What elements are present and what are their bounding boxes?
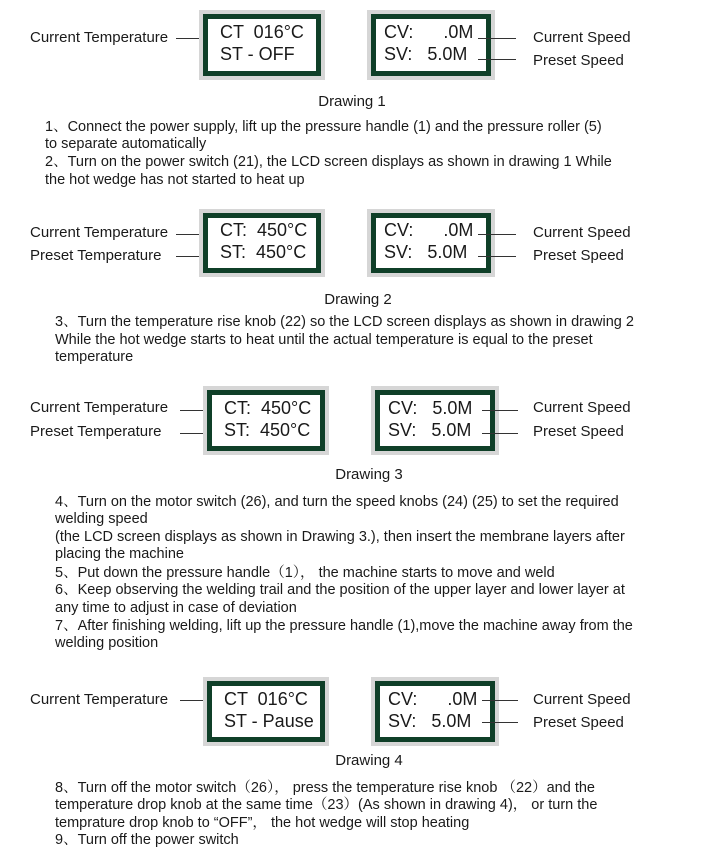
leader-line <box>482 410 518 411</box>
lcd-line-ct: CT: 450°C <box>224 398 312 418</box>
lcd-line-cv: CV: 5.0M <box>388 398 473 418</box>
lcd-line-st: ST: 450°C <box>220 242 307 262</box>
lcd-line-sv: SV: 5.0M <box>384 44 468 64</box>
step-line: While the hot wedge starts to heat until the actual temperature is equal to the preset <box>55 332 593 348</box>
lcd-line-st: ST - OFF <box>220 44 295 64</box>
lcd-line-st: ST - Pause <box>224 711 314 731</box>
lcd-line-sv: SV: 5.0M <box>384 242 468 262</box>
lcd-line-sv: SV: 5.0M <box>388 711 472 731</box>
leader-line <box>478 38 516 39</box>
step-line: placing the machine <box>55 546 184 562</box>
label-current-temperature: Current Temperature <box>30 399 169 416</box>
step-line: any time to adjust in case of deviation <box>55 600 297 616</box>
lcd-line-ct: CT 016°C <box>224 689 308 709</box>
caption-drawing-1: Drawing 1 <box>318 93 386 110</box>
step-line: 9、Turn off the power switch <box>55 832 239 848</box>
label-preset-speed: Preset Speed <box>533 714 624 731</box>
label-current-speed: Current Speed <box>533 224 631 241</box>
step-line: 5、Put down the pressure handle（1）， the machine starts to move and weld <box>55 565 555 581</box>
lcd-speed-panel <box>371 386 499 455</box>
step-line: 7、After finishing welding, lift up the pressure handle (1),move the machine away from the <box>55 618 633 634</box>
lcd-line-cv: CV: .0M <box>384 220 474 240</box>
lcd-temperature-panel <box>199 10 325 80</box>
lcd-speed-panel <box>371 677 499 746</box>
lcd-speed-panel <box>367 10 495 80</box>
label-preset-temperature: Preset Temperature <box>30 423 162 440</box>
label-current-temperature: Current Temperature <box>30 691 169 708</box>
step-line: temperature drop knob at the same time（23）(As shown in drawing 4)， or turn the <box>55 797 598 813</box>
leader-line <box>482 700 518 701</box>
leader-line <box>478 256 516 257</box>
caption-drawing-4: Drawing 4 <box>335 752 403 769</box>
lcd-line-ct: CT: 450°C <box>220 220 308 240</box>
label-current-speed: Current Speed <box>533 29 631 46</box>
leader-line <box>478 59 516 60</box>
leader-line <box>482 433 518 434</box>
label-preset-speed: Preset Speed <box>533 423 624 440</box>
lcd-temperature-panel <box>203 677 329 746</box>
step-line: the hot wedge has not started to heat up <box>45 172 305 188</box>
step-line: 6、Keep observing the welding trail and the position of the upper layer and lower layer at <box>55 582 625 598</box>
step-line: temprature drop knob to “OFF”， the hot wedge will stop heating <box>55 815 470 831</box>
lcd-line-sv: SV: 5.0M <box>388 420 472 440</box>
lcd-line-st: ST: 450°C <box>224 420 311 440</box>
label-current-temperature: Current Temperature <box>30 224 169 241</box>
caption-drawing-2: Drawing 2 <box>324 291 392 308</box>
step-line: 4、Turn on the motor switch (26), and turn the speed knobs (24) (25) to set the required <box>55 494 619 510</box>
label-current-speed: Current Speed <box>533 691 631 708</box>
label-preset-temperature: Preset Temperature <box>30 247 162 264</box>
lcd-line-cv: CV: .0M <box>384 22 474 42</box>
step-line: welding speed <box>55 511 148 527</box>
label-current-speed: Current Speed <box>533 399 631 416</box>
step-line: temperature <box>55 349 134 365</box>
step-line: 3、Turn the temperature rise knob (22) so the LCD screen displays as shown in drawing 2 <box>55 314 634 330</box>
lcd-line-cv: CV: .0M <box>388 689 478 709</box>
lcd-line-ct: CT 016°C <box>220 22 304 42</box>
label-preset-speed: Preset Speed <box>533 52 624 69</box>
leader-line <box>478 234 516 235</box>
caption-drawing-3: Drawing 3 <box>335 466 403 483</box>
step-line: 2、Turn on the power switch (21), the LCD screen displays as shown in drawing 1 While <box>45 154 612 170</box>
leader-line <box>482 722 518 723</box>
step-line: (the LCD screen displays as shown in Drawing 3.), then insert the membrane layers after <box>55 529 625 545</box>
step-line: 1、Connect the power supply, lift up the pressure handle (1) and the pressure roller (5) <box>45 119 602 135</box>
lcd-speed-panel <box>367 209 495 277</box>
step-line: 8、Turn off the motor switch（26）， press the temperature rise knob （22）and the <box>55 780 595 796</box>
label-current-temperature: Current Temperature <box>30 29 169 46</box>
label-preset-speed: Preset Speed <box>533 247 624 264</box>
lcd-temperature-panel <box>203 386 329 455</box>
lcd-temperature-panel <box>199 209 325 277</box>
step-line: welding position <box>55 635 159 651</box>
step-line: to separate automatically <box>45 136 207 152</box>
